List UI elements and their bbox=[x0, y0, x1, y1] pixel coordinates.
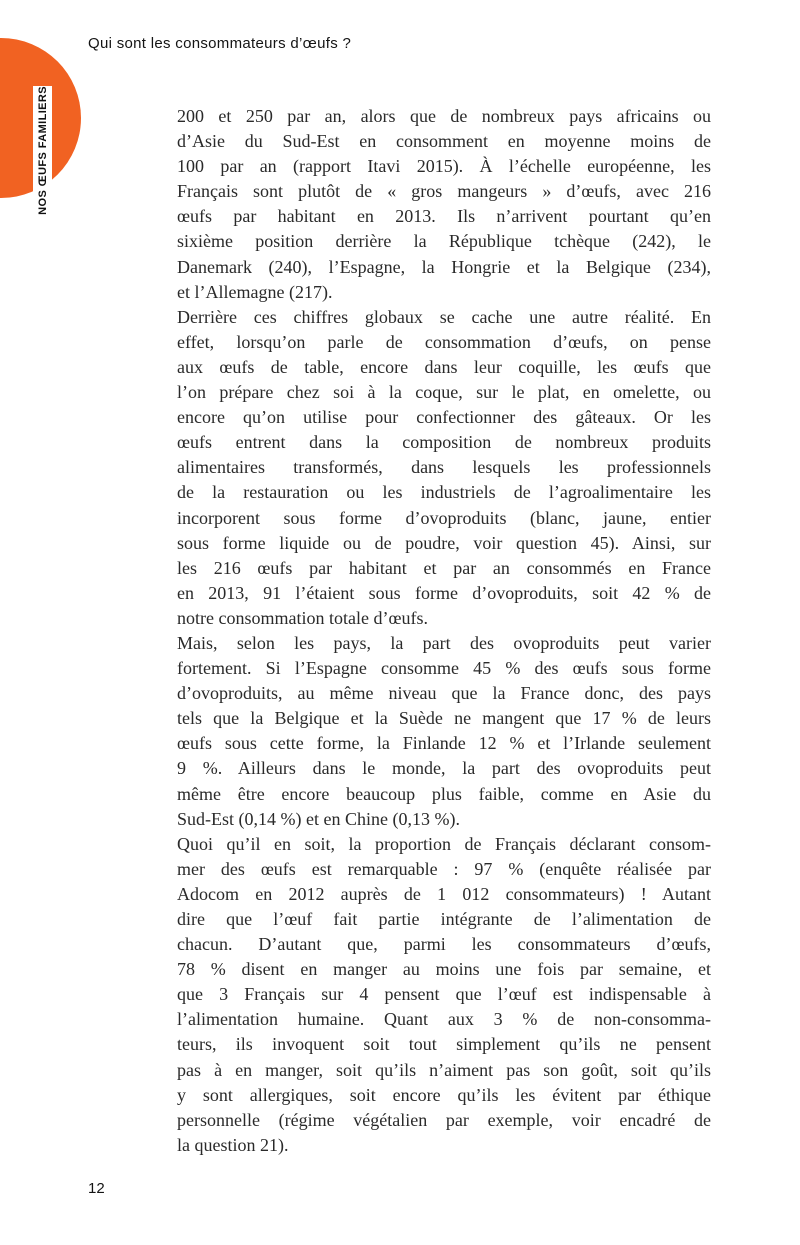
text-line: d’ovoproduits, au même niveau que la France donc, des pays bbox=[177, 683, 711, 704]
text-line: 9 %. Ailleurs dans le monde, la part des ovoproduits peut bbox=[177, 758, 711, 779]
text-line: y sont allergiques, soit encore qu’ils les évitent par éthique bbox=[177, 1084, 711, 1105]
text-line: mer des œufs est remarquable : 97 % (enquête réalisée par bbox=[177, 858, 711, 879]
text-line: l’on prépare chez soi à la coque, sur le plat, en omelette, ou bbox=[177, 382, 711, 403]
paragraph bbox=[177, 104, 711, 305]
text-line: 200 et 250 par an, alors que de nombreux pays africains ou bbox=[177, 106, 711, 126]
text-line: Sud-Est (0,14 %) et en Chine (0,13 %). bbox=[177, 808, 460, 829]
text-line: l’alimentation humaine. Quant aux 3 % de non-consomma- bbox=[177, 1009, 711, 1030]
paragraph bbox=[177, 832, 711, 1158]
text-line: Adocom en 2012 auprès de 1 012 consommateurs) ! Autant bbox=[177, 883, 711, 904]
text-line: et l’Allemagne (217). bbox=[177, 281, 333, 302]
text-line: 100 par an (rapport Itavi 2015). À l’échelle européenne, les bbox=[177, 156, 711, 177]
text-line: œufs par habitant en 2013. Ils n’arrivent pourtant qu’en bbox=[177, 206, 711, 227]
text-line: teurs, ils invoquent soit tout simplement qu’ils ne pensent bbox=[177, 1034, 711, 1055]
page-number: 12 bbox=[88, 1180, 105, 1197]
text-line: encore qu’on utilise pour confectionner des gâteaux. Or les bbox=[177, 407, 711, 428]
running-header: Qui sont les consommateurs d’œufs ? bbox=[88, 35, 352, 52]
text-line: les 216 œufs par habitant et par an consommés en France bbox=[177, 557, 711, 578]
paragraph bbox=[177, 305, 711, 631]
body-text bbox=[177, 104, 711, 1158]
text-line: effet, lorsqu’on parle de consommation d’œufs, on pense bbox=[177, 331, 711, 352]
text-line: sixième position derrière la République tchèque (242), le bbox=[177, 231, 711, 252]
text-line: tels que la Belgique et la Suède ne mangent que 17 % de leurs bbox=[177, 708, 711, 729]
text-line: en 2013, 91 l’étaient sous forme d’ovoproduits, soit 42 % de bbox=[177, 582, 711, 603]
text-line: de la restauration ou les industriels de l’agroalimentaire les bbox=[177, 482, 711, 503]
text-line: que 3 Français sur 4 pensent que l’œuf est indispensable à bbox=[177, 984, 711, 1005]
text-line: la question 21). bbox=[177, 1134, 289, 1155]
text-line: Français sont plutôt de « gros mangeurs » d’œufs, avec 216 bbox=[177, 181, 711, 202]
section-tab-label: NOS ŒUFS FAMILIERS bbox=[36, 85, 49, 215]
text-line: sous forme liquide ou de poudre, voir question 45). Ainsi, sur bbox=[177, 532, 711, 553]
text-line: même être encore beaucoup plus faible, comme en Asie du bbox=[177, 783, 711, 804]
text-line: personnelle (régime végétalien par exemple, voir encadré de bbox=[177, 1109, 711, 1130]
text-line: chacun. D’autant que, parmi les consommateurs d’œufs, bbox=[177, 934, 711, 955]
text-line: pas à en manger, soit qu’ils n’aiment pas son goût, soit qu’ils bbox=[177, 1059, 711, 1080]
text-line: notre consommation totale d’œufs. bbox=[177, 607, 428, 628]
text-line: Derrière ces chiffres globaux se cache une autre réalité. En bbox=[177, 306, 711, 327]
text-line: dire que l’œuf fait partie intégrante de l’alimentation de bbox=[177, 909, 711, 929]
text-line: œufs entrent dans la composition de nombreux produits bbox=[177, 432, 711, 453]
text-line: 78 % disent en manger au moins une fois par semaine, et bbox=[177, 959, 711, 980]
text-line: fortement. Si l’Espagne consomme 45 % des œufs sous forme bbox=[177, 658, 711, 679]
text-line: d’Asie du Sud-Est en consomment en moyenne moins de bbox=[177, 131, 711, 152]
text-line: Mais, selon les pays, la part des ovoproduits peut varier bbox=[177, 632, 711, 653]
text-line: œufs sous cette forme, la Finlande 12 % et l’Irlande seulement bbox=[177, 733, 711, 754]
text-line: aux œufs de table, encore dans leur coquille, les œufs que bbox=[177, 356, 711, 377]
text-line: incorporent sous forme d’ovoproduits (blanc, jaune, entier bbox=[177, 507, 711, 528]
text-line: Danemark (240), l’Espagne, la Hongrie et la Belgique (234), bbox=[177, 256, 711, 277]
paragraph bbox=[177, 631, 711, 832]
section-tab bbox=[33, 86, 52, 214]
text-line: Quoi qu’il en soit, la proportion de Français déclarant consom- bbox=[177, 833, 711, 854]
text-line: alimentaires transformés, dans lesquels les professionnels bbox=[177, 457, 711, 478]
